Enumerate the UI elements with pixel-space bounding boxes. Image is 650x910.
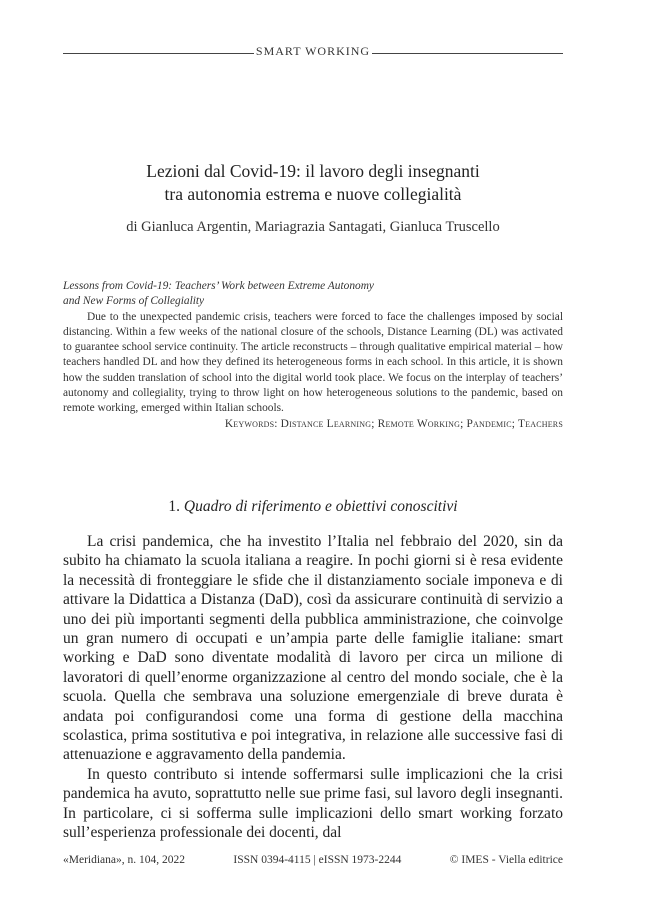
abstract-title-line-2: and New Forms of Collegiality: [63, 295, 205, 308]
header-rule-left: [63, 53, 254, 54]
body-paragraph: In questo contributo si intende soffermarsi sulle implicazioni che la crisi pandemica ha avuto, soprattutto nelle sue prime fasi, sul lavoro degli insegnanti. In particolare, ci si sofferma sulle implicazioni dello smart working forzato sull’esperienza professionale dei docenti, dal: [63, 765, 563, 842]
abstract-body: Due to the unexpected pandemic crisis, teachers were forced to face the challenges imposed by social distancing. Within a few weeks of the national closure of the schools, Distance Learning (DL) was activated to guarantee school service continuity. The article reconstructs – through qualitative empirical material – how teachers handled DL and how they defined its heterogeneous forms in each school. In this article, it is shown how the sudden translation of school into the digital world took place. We focus on the interplay of teachers’ autonomy and collegiality, trying to throw light on how heterogeneous solutions to the pandemic, based on remote working, emerged within Italian schools.: [63, 310, 563, 415]
footer-publisher: © IMES - Viella editrice: [449, 854, 563, 866]
body-text: [63, 532, 563, 843]
article-title: [63, 160, 563, 206]
footer-issn: ISSN 0394-4115 | eISSN 1973-2244: [233, 854, 402, 866]
header-rule-right: [372, 53, 563, 54]
abstract-keywords: Keywords: Distance Learning; Remote Working; Pandemic; Teachers: [224, 417, 563, 430]
article-authors: di Gianluca Argentin, Mariagrazia Santagati, Gianluca Truscello: [126, 219, 500, 235]
section-heading: [63, 498, 563, 516]
abstract: [63, 279, 563, 432]
abstract-english-title: [63, 279, 563, 310]
running-header-label: SMART WORKING: [255, 43, 371, 58]
article-title-line-1: Lezioni dal Covid-19: il lavoro degli insegnanti: [146, 161, 480, 181]
section-title: Quadro di riferimento e obiettivi conoscitivi: [183, 498, 458, 515]
abstract-title-line-1: Lessons from Covid-19: Teachers’ Work between Extreme Autonomy: [63, 280, 374, 292]
body-paragraph: La crisi pandemica, che ha investito l’Italia nel febbraio del 2020, sin da subito ha chiamato la scuola italiana a reagire. In pochi giorni si è resa evidente la necessità di fronteggiare le sfide che il distanziamento sociale imponeva e di attivare la Didattica a Distanza (DaD), così da assicurare continuità di servizio a uno dei più importanti segmenti della pubblica amministrazione, che coinvolge un gran numero di occupati e un’ampia parte delle famiglie italiane: smart working e DaD sono diventate modalità di lavoro per circa un milione di lavoratori di quell’enorme organizzazione al centro del mondo sociale, che è la scuola. Quella che sembrava una soluzione emergenziale di breve durata è andata poi configurandosi come una forma di gestione della macchina scolastica, prima sostitutiva e poi integrativa, in relazione alle successive fasi di attenuazione e aggravamento della pandemia.: [63, 533, 563, 764]
page-footer: [63, 854, 563, 866]
running-header: [63, 42, 563, 60]
footer-journal: «Meridiana», n. 104, 2022: [63, 854, 186, 866]
article-title-line-2: tra autonomia estrema e nuove collegialità: [164, 184, 462, 204]
section-number: 1.: [168, 498, 181, 515]
